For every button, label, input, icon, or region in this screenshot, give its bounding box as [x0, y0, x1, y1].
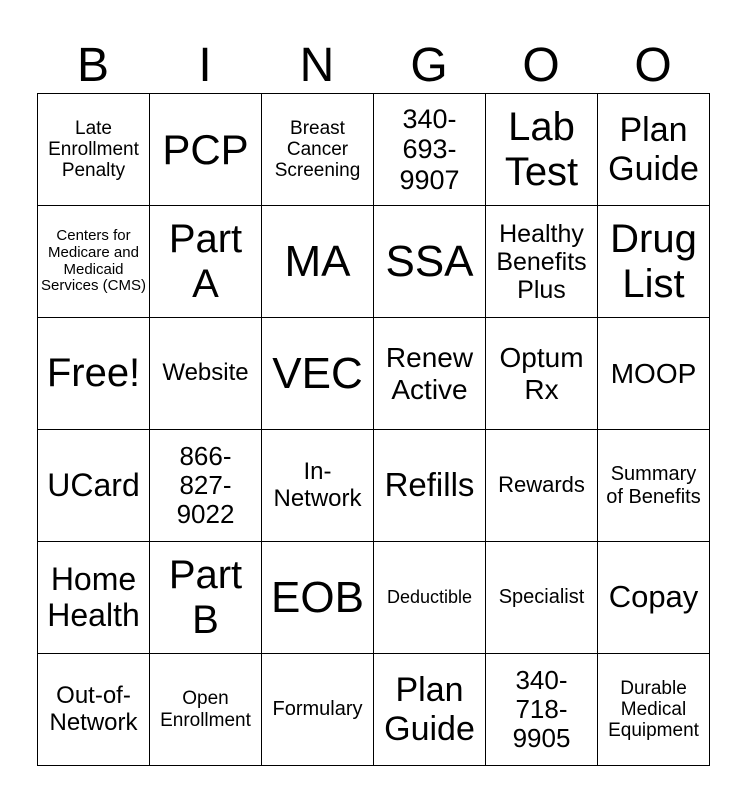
cell-text: Out-of-Network — [49, 681, 138, 736]
bingo-cell[interactable] — [598, 206, 710, 318]
bingo-cell[interactable] — [374, 654, 486, 766]
bingo-cell[interactable] — [38, 654, 150, 766]
header-letter-3: N — [299, 39, 335, 92]
cell-text: EOB — [271, 572, 364, 622]
cell-text: 340-718-9905 — [512, 664, 571, 754]
header-letter-1: B — [76, 39, 109, 92]
bingo-cell[interactable] — [38, 542, 150, 654]
bingo-header — [37, 38, 709, 94]
bingo-cell[interactable] — [262, 206, 374, 318]
cell-text: Copay — [608, 579, 699, 615]
cell-text: Healthy Benefits Plus — [496, 219, 587, 304]
cell-text: Durable Medical Equipment — [608, 677, 699, 742]
cell-text: Website — [162, 359, 249, 387]
bingo-cell[interactable] — [262, 94, 374, 206]
bingo-cell[interactable] — [598, 430, 710, 542]
cell-text: Optum Rx — [499, 342, 584, 405]
bingo-cell[interactable] — [150, 94, 262, 206]
cell-text: In-Network — [273, 457, 362, 512]
cell-text: Part A — [168, 216, 243, 306]
header-letter-2: I — [198, 39, 212, 92]
bingo-cell[interactable] — [38, 318, 150, 430]
cell-text: VEC — [272, 348, 363, 398]
bingo-cell[interactable] — [262, 654, 374, 766]
cell-text: Deductible — [386, 587, 473, 608]
cell-text: 866-827-9022 — [176, 440, 235, 530]
bingo-cell[interactable] — [374, 206, 486, 318]
bingo-cell[interactable] — [374, 430, 486, 542]
bingo-cell[interactable] — [374, 542, 486, 654]
bingo-cell[interactable] — [150, 318, 262, 430]
bingo-cell[interactable] — [486, 430, 598, 542]
header-letter-6: O — [634, 39, 672, 92]
bingo-cell[interactable] — [262, 430, 374, 542]
header-letter-5: O — [522, 39, 560, 92]
bingo-cell[interactable] — [598, 654, 710, 766]
cell-text: Free! — [46, 351, 141, 396]
cell-text: Lab Test — [504, 104, 579, 194]
bingo-cell[interactable] — [262, 318, 374, 430]
cell-text: MA — [284, 236, 351, 286]
bingo-cell[interactable] — [374, 94, 486, 206]
cell-text: MOOP — [610, 357, 697, 389]
bingo-cell[interactable] — [38, 206, 150, 318]
cell-text: PCP — [162, 125, 249, 173]
cell-text: Renew Active — [385, 342, 474, 405]
bingo-cell[interactable] — [38, 430, 150, 542]
bingo-cell[interactable] — [150, 206, 262, 318]
bingo-cell[interactable] — [486, 94, 598, 206]
header-letter-4: G — [410, 39, 448, 92]
bingo-cell[interactable] — [262, 542, 374, 654]
cell-text: Home Health — [47, 560, 140, 633]
bingo-cell[interactable] — [486, 542, 598, 654]
cell-text: UCard — [47, 466, 140, 503]
bingo-cell[interactable] — [486, 654, 598, 766]
cell-text: Centers for Medicare and Medicaid Services (CMS) — [40, 226, 146, 295]
bingo-cell[interactable] — [150, 430, 262, 542]
cell-text: Plan Guide — [384, 671, 475, 748]
cell-text: 340-693-9907 — [399, 104, 460, 195]
cell-text: Formulary — [272, 698, 363, 721]
bingo-cell[interactable] — [150, 542, 262, 654]
cell-text: Late Enrollment Penalty — [48, 117, 139, 182]
bingo-cell[interactable] — [150, 654, 262, 766]
bingo-cell[interactable] — [38, 94, 150, 206]
cell-text: Plan Guide — [608, 111, 699, 188]
cell-text: Drug List — [610, 216, 697, 306]
bingo-cell[interactable] — [486, 206, 598, 318]
bingo-cell[interactable] — [486, 318, 598, 430]
bingo-card-grid — [37, 93, 710, 766]
cell-text: SSA — [385, 236, 474, 286]
cell-text: Open Enrollment — [160, 688, 251, 731]
cell-text: Rewards — [498, 472, 585, 498]
cell-text: Summary of Benefits — [606, 463, 701, 508]
cell-text: Part B — [168, 552, 243, 642]
bingo-cell[interactable] — [598, 542, 710, 654]
bingo-cell[interactable] — [598, 94, 710, 206]
cell-text: Specialist — [498, 586, 585, 609]
cell-text: Breast Cancer Screening — [274, 117, 361, 182]
cell-text: Refills — [384, 466, 475, 504]
bingo-cell[interactable] — [598, 318, 710, 430]
bingo-cell[interactable] — [374, 318, 486, 430]
